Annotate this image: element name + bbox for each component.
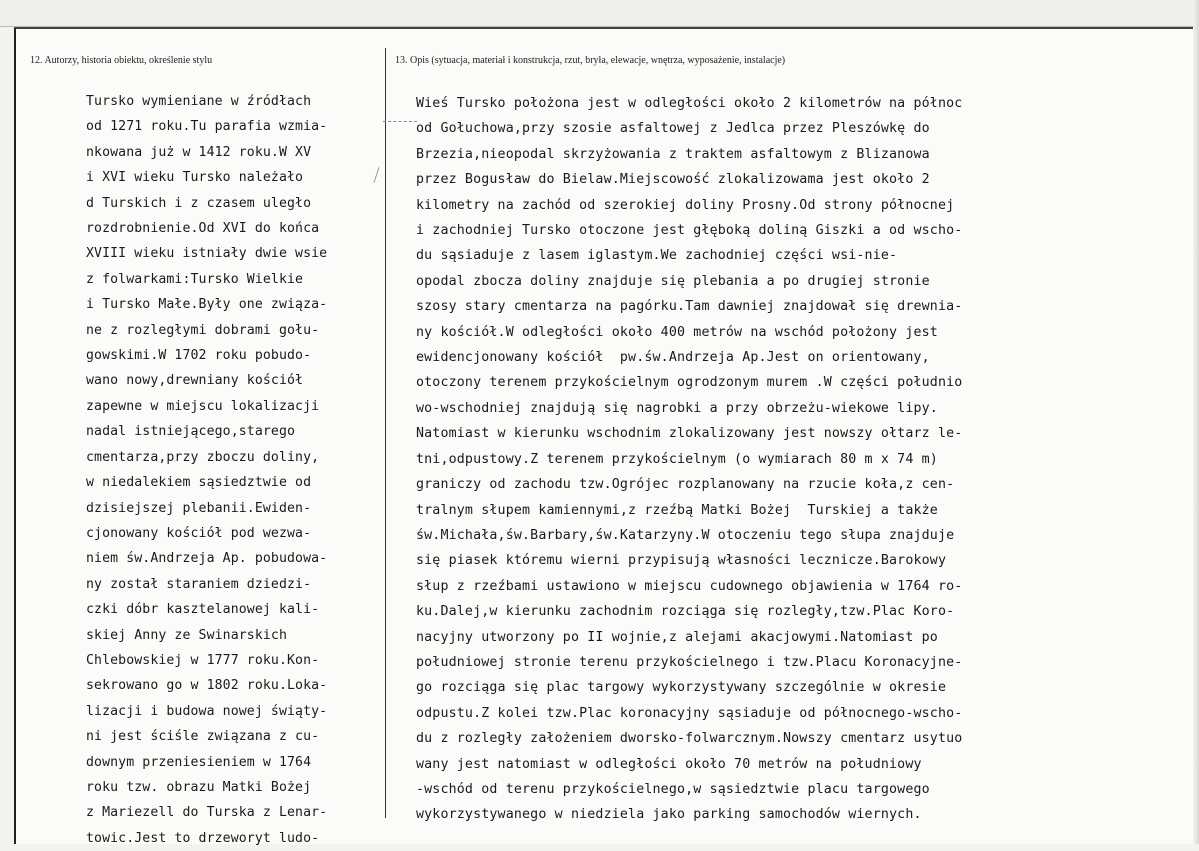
text-line: i Tursko Małe.Były one związa- [86, 297, 328, 313]
text-line: Chlebowskiej w 1777 roku.Kon- [86, 652, 320, 668]
text-line: Natomiast w kierunku wschodnim zlokalizowany jest nowszy ołtarz le- [416, 426, 963, 442]
text-line: XVIII wieku istniały dwie wsie [86, 246, 328, 262]
text-line: otoczony terenem przykościelnym ogrodzonym murem .W części południo [416, 375, 963, 391]
text-line: du sąsiaduje z lasem iglastym.We zachodniej części wsi-nie- [416, 248, 898, 264]
text-line: nkowana już w 1412 roku.W XV [86, 144, 312, 160]
text-line: ni jest ściśle związana z cu- [86, 729, 320, 745]
text-line: ku.Dalej,w kierunku zachodnim rozciąga się rozległy,tzw.Plac Koro- [416, 604, 955, 620]
text-line: Brzezia,nieopodal skrzyżowania z traktem asfaltowym z Blizanowa [416, 146, 930, 162]
description-text-column [416, 91, 962, 828]
text-line: kilometry na zachód od szerokiej doliny Prosny.Od strony północnej [416, 197, 955, 213]
text-line: ne z rozległymi dobrami gołu- [86, 322, 320, 338]
text-line: zapewne w miejscu lokalizacji [86, 398, 320, 414]
text-line: ewidencjonowany kościół pw.św.Andrzeja Ap.Jest on orientowany, [416, 350, 930, 366]
text-line: wano nowy,drewniany kościół [86, 373, 304, 389]
text-line: niem św.Andrzeja Ap. pobudowa- [86, 551, 328, 567]
text-line: go rozciąga się plac targowy wykorzystywany szczególnie w okresie [416, 680, 947, 696]
section-12-header: 12. Autorzy, historia obiektu, określenie stylu [30, 55, 213, 66]
text-line: i XVI wieku Tursko należało [86, 170, 304, 186]
text-line: szosy stary cmentarza na pagórku.Tam dawniej znajdował się drewnia- [416, 299, 963, 315]
text-line: ny został staraniem dziedzi- [86, 576, 312, 592]
column-divider [385, 48, 386, 818]
text-line: się piasek któremu wierni przypisują własności lecznicze.Barokowy [416, 553, 947, 569]
text-line: od Gołuchowa,przy szosie asfaltowej z Jedlca przez Pleszówkę do [416, 121, 930, 137]
text-line: wo-wschodniej znajdują się nagrobki a przy obrzeżu-wiekowe lipy. [416, 400, 938, 416]
scan-top-edge [0, 0, 1199, 27]
text-line: nadal istniejącego,starego [86, 424, 296, 440]
text-line: tralnym słupem kamiennymi,z rzeźbą Matki Bożej Turskiej a także [416, 502, 938, 518]
text-line: wany jest natomiast w odległości około 70 metrów na południowy [416, 756, 922, 772]
pencil-mark [383, 121, 417, 123]
text-line: z folwarkami:Tursko Wielkie [86, 271, 304, 287]
text-line: Wieś Tursko położona jest w odległości około 2 kilometrów na północ [416, 96, 963, 111]
text-line: południowej stronie terenu przykościelnego i tzw.Placu Koronacyjne- [416, 654, 963, 670]
text-line: lizacji i budowa nowej świąty- [86, 703, 328, 719]
text-line: gowskimi.W 1702 roku pobudo- [86, 348, 312, 364]
text-line: z Mariezell do Turska z Lenar- [86, 805, 328, 821]
text-line: ny kościół.W odległości około 400 metrów na wschód położony jest [416, 324, 938, 340]
text-line: Tursko wymieniane w źródłach [86, 94, 312, 109]
text-line: graniczy od zachodu tzw.Ogrójec rozplanowany na rzucie koła,z cen- [416, 477, 955, 493]
text-line: nacyjny utworzony po II wojnie,z alejami akacjowymi.Natomiast po [416, 629, 938, 645]
text-line: odpustu.Z kolei tzw.Plac koronacyjny sąsiaduje od północnego-wscho- [416, 705, 963, 721]
text-line: i zachodniej Tursko otoczone jest głęboką doliną Giszki a od wscho- [416, 223, 963, 239]
text-line: cjonowany kościół pod wezwa- [86, 525, 312, 541]
history-text-column [86, 89, 327, 851]
text-line: cmentarza,przy zboczu doliny, [86, 449, 320, 465]
text-line: opodal zbocza doliny znajduje się plebania a po drugiej stronie [416, 273, 930, 289]
text-line: dzisiejszej plebanii.Ewiden- [86, 500, 312, 516]
text-line: du z rozległy założeniem dworsko-folwarcznym.Nowszy cmentarz usytuo [416, 731, 963, 747]
text-line: od 1271 roku.Tu parafia wzmia- [86, 119, 328, 135]
section-13-header: 13. Opis (sytuacja, materiał i konstrukcja, rzut, bryła, elewacje, wnętrza, wyposażenie, instalacje) [395, 55, 786, 66]
text-line: św.Michała,św.Barbary,św.Katarzyny.W otoczeniu tego słupa znajduje [416, 527, 955, 543]
scan-right-edge [1193, 0, 1199, 844]
text-line: tni,odpustowy.Z terenem przykościelnym (o wymiarach 80 m x 74 m) [416, 451, 938, 467]
text-line: rozdrobnienie.Od XVI do końca [86, 221, 320, 237]
text-line: downym przeniesieniem w 1764 [86, 754, 312, 770]
text-line: słup z rzeźbami ustawiono w miejscu cudownego objawienia w 1764 ro- [416, 578, 963, 594]
text-line: sekrowano go w 1802 roku.Loka- [86, 678, 328, 694]
text-line: czki dóbr kasztelanowej kali- [86, 602, 320, 618]
text-line: przez Bogusław do Bielaw.Miejscowość zlokalizowama jest około 2 [416, 172, 930, 188]
text-line: towic.Jest to drzeworyt ludo- [86, 830, 320, 846]
text-line: -wschód od terenu przykościelnego,w sąsiedztwie placu targowego [416, 781, 930, 797]
text-line: w niedalekiem sąsiedztwie od [86, 475, 312, 491]
text-line: wykorzystywanego w niedziela jako parking samochodów wiernych. [416, 807, 922, 823]
text-line: skiej Anny ze Swinarskich [86, 627, 287, 643]
text-line: d Turskich i z czasem uległo [86, 195, 312, 211]
text-line: roku tzw. obrazu Matki Bożej [86, 779, 312, 795]
